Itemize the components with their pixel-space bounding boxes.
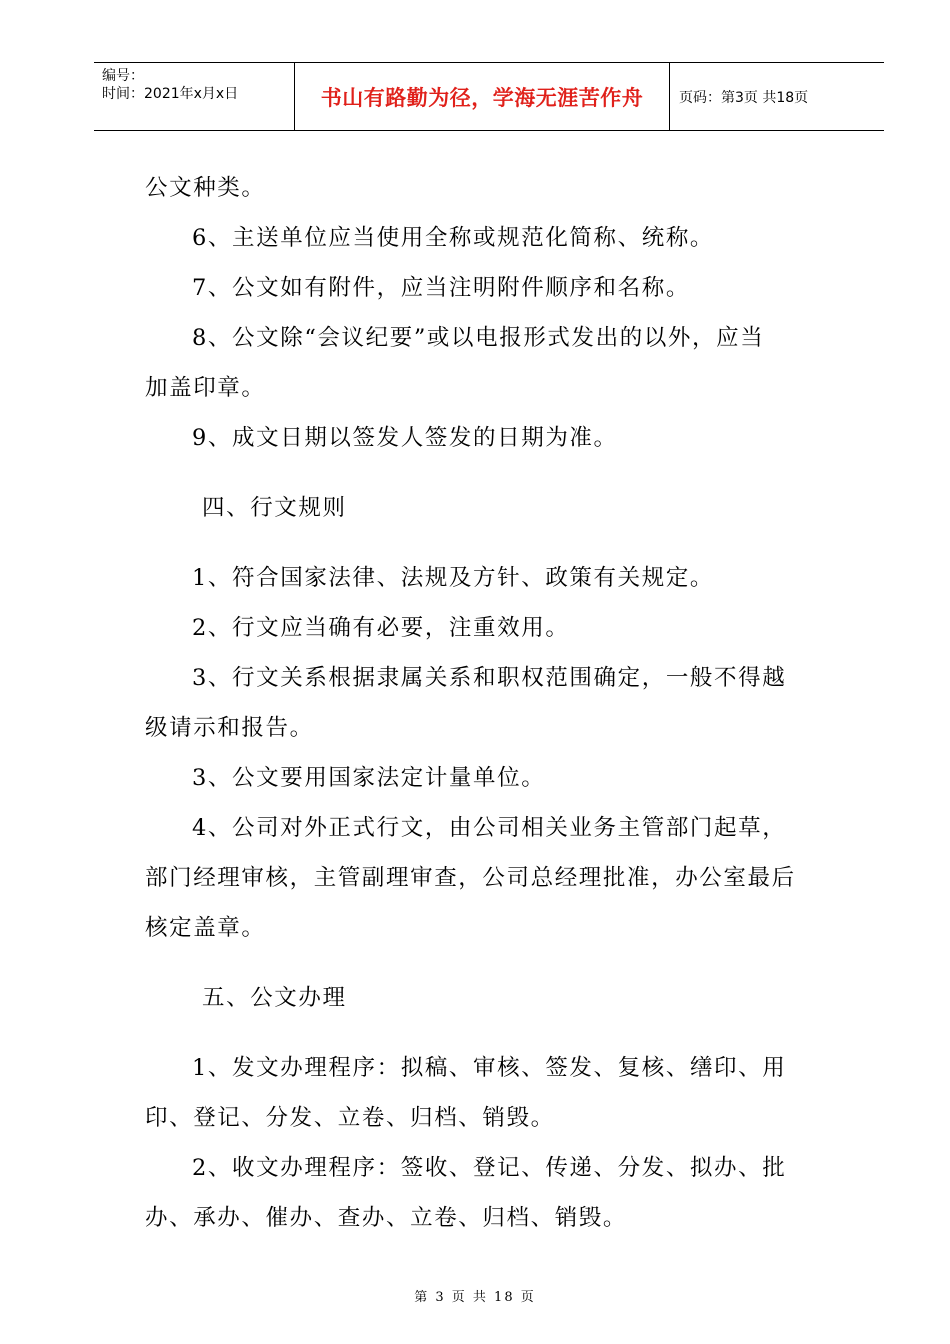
text-line: 3、行文关系根据隶属关系和职权范围确定，一般不得越 [192,665,787,691]
text-line: 9、成文日期以签发人签发的日期为准。 [192,425,618,451]
text-line: 1、发文办理程序：拟稿、审核、签发、复核、缮印、用 [192,1055,787,1081]
document-time-label: 时间：2021年x月x日 [102,86,239,102]
text-line: 6、主送单位应当使用全称或规范化简称、统称。 [192,225,715,251]
text-line: 部门经理审核，主管副理审查，公司总经理批准，办公室最后 [145,865,796,891]
document-number-label: 编号： [102,68,144,84]
header-motto-cell [294,63,670,130]
text-line: 级请示和报告。 [145,715,314,741]
header-meta [94,63,294,130]
section-heading: 四、行文规则 [202,495,347,521]
text-line: 核定盖章。 [145,915,266,941]
header-page-info: 页码：第3页 共18页 [679,89,809,106]
text-line: 办、承办、催办、查办、立卷、归档、销毁。 [145,1205,628,1231]
text-line: 1、符合国家法律、法规及方针、政策有关规定。 [192,565,715,591]
text-line: 3、公文要用国家法定计量单位。 [192,765,546,791]
page-header [94,62,884,131]
section-heading: 五、公文办理 [202,985,347,1011]
text-line: 2、收文办理程序：签收、登记、传递、分发、拟办、批 [192,1155,787,1181]
text-line: 7、公文如有附件，应当注明附件顺序和名称。 [192,275,690,301]
text-line: 4、公司对外正式行文，由公司相关业务主管部门起草， [192,815,787,841]
text-line: 印、登记、分发、立卷、归档、销毁。 [145,1105,555,1131]
text-line: 8、公文除“会议纪要”或以电报形式发出的以外，应当 [192,325,765,351]
header-motto: 书山有路勤为径，学海无涯苦作舟 [320,85,644,110]
page-footer: 第 3 页 共 18 页 [414,1290,536,1305]
text-line: 加盖印章。 [145,375,266,401]
text-line: 公文种类。 [145,175,266,201]
text-line: 2、行文应当确有必要，注重效用。 [192,615,570,641]
